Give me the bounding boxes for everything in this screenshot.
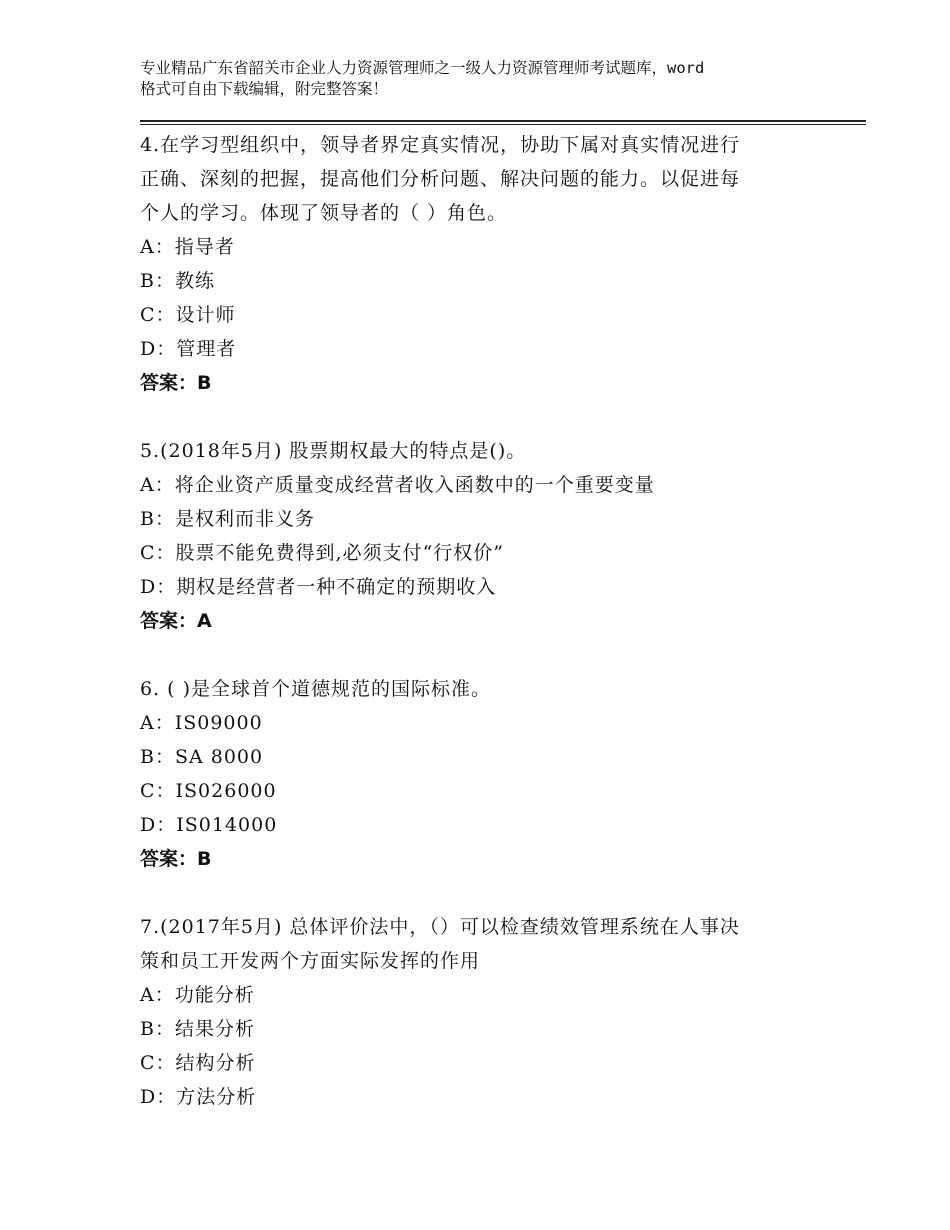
option-c: C：IS026000 [140, 780, 277, 802]
header-title-line-2: 格式可自由下载编辑，附完整答案！ [140, 80, 389, 98]
option-a: A：IS09000 [140, 712, 263, 734]
option-a: A：将企业资产质量变成经营者收入函数中的一个重要变量 [140, 474, 655, 496]
question-item [140, 910, 820, 1114]
question-stem-line: 5.(2018年5月) 股票期权最大的特点是()。 [140, 440, 527, 462]
answer-label: 答案：A [140, 610, 212, 632]
option-c: C：设计师 [140, 304, 236, 326]
header-divider-thick [140, 120, 866, 122]
question-stem-line: 4.在学习型组织中，领导者界定真实情况，协助下属对真实情况进行 [140, 134, 741, 156]
option-d: D：方法分析 [140, 1086, 257, 1108]
header-title-line-1: 专业精品广东省韶关市企业人力资源管理师之一级人力资源管理师考试题库，word [140, 59, 705, 77]
option-b: B：教练 [140, 270, 215, 292]
option-b: B：是权利而非义务 [140, 508, 315, 530]
question-item [140, 434, 820, 638]
question-stem-line: 个人的学习。体现了领导者的（ ）角色。 [140, 202, 508, 224]
option-d: D：管理者 [140, 338, 237, 360]
option-a: A：功能分析 [140, 984, 255, 1006]
question-list [140, 128, 820, 1148]
question-stem-line: 正确、深刻的把握，提高他们分析问题、解决问题的能力。以促进每 [140, 168, 741, 190]
question-item [140, 672, 820, 876]
question-stem-line: 6. ( )是全球首个道德规范的国际标准。 [140, 678, 492, 700]
question-stem-line: 7.(2017年5月) 总体评价法中，（）可以检查绩效管理系统在人事决 [140, 916, 740, 938]
option-c: C：结构分析 [140, 1052, 256, 1074]
option-b: B：结果分析 [140, 1018, 255, 1040]
option-b: B：SA 8000 [140, 746, 264, 768]
option-a: A：指导者 [140, 236, 235, 258]
question-item [140, 128, 820, 400]
header-divider-thin [140, 124, 866, 125]
option-d: D：IS014000 [140, 814, 278, 836]
question-stem-line: 策和员工开发两个方面实际发挥的作用 [140, 950, 481, 972]
option-c: C：股票不能免费得到,必须支付“行权价” [140, 542, 505, 564]
answer-label: 答案：B [140, 848, 212, 870]
document-header [140, 58, 860, 100]
option-d: D：期权是经营者一种不确定的预期收入 [140, 576, 497, 598]
answer-label: 答案：B [140, 372, 212, 394]
